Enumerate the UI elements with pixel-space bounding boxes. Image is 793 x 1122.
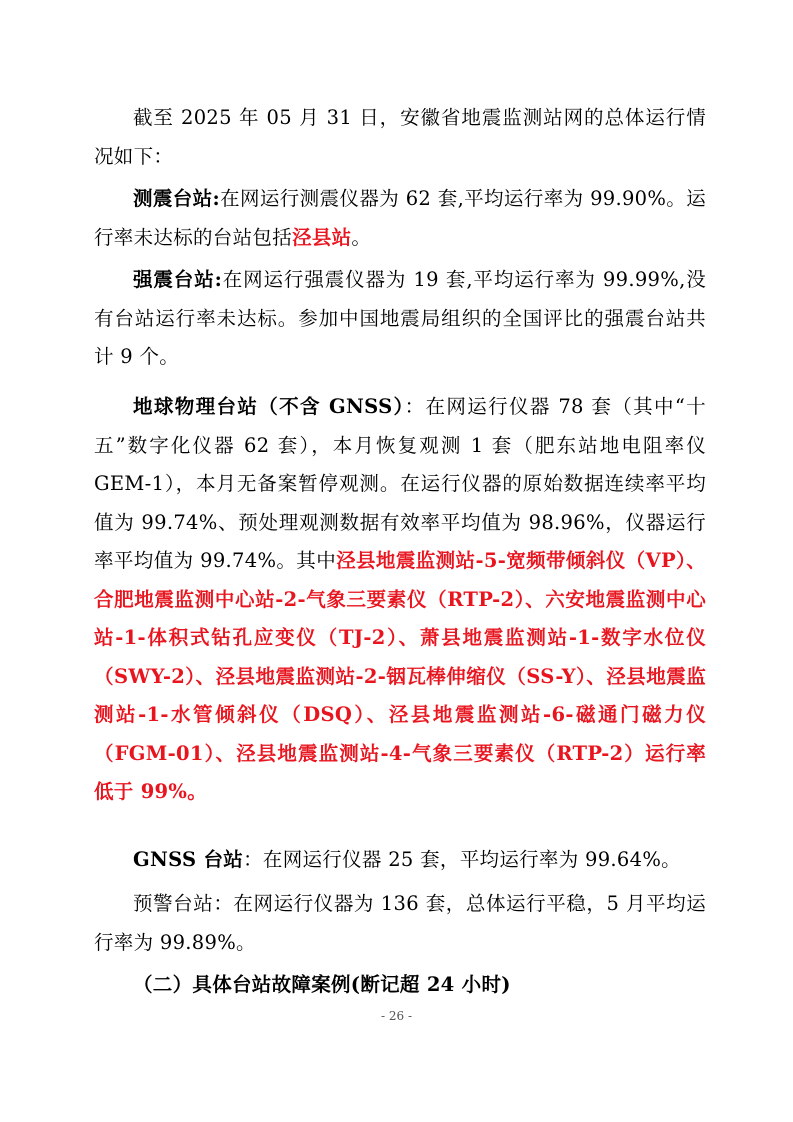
gnss-paragraph xyxy=(94,841,706,880)
strong-motion-paragraph xyxy=(94,261,706,377)
geophysical-text: ：在网运行仪器 78 套（其中“十五”数字化仪器 62 套），本月恢复观测 1 套（肥东站地电阻率仪 GEM-1），本月无备案暂停观测。在运行仪器的原始数据连续率平均值为 99.74%、预处理观测数据有效率平均值为 98.96%，仪器运行率平均值为 99.74%。其中 xyxy=(94,395,706,572)
strong-motion-label: 强震台站: xyxy=(133,268,223,291)
warning-station-paragraph xyxy=(94,885,706,962)
seismic-station-paragraph xyxy=(94,180,706,257)
page-number: - 26 - xyxy=(380,1009,412,1023)
seismic-text: 在网运行测震仪器为 62 套,平均运行率为 99.90%。运行率未达标的台站包括 xyxy=(94,187,706,249)
gnss-text: ：在网运行仪器 25 套，平均运行率为 99.64%。 xyxy=(243,848,681,871)
geophysical-highlight: 泾县地震监测站-5-宽频带倾斜仪（VP）、合肥地震监测中心站-2-气象三要素仪（RTP-2）、六安地震监测中心站-1-体积式钻孔应变仪（TJ-2）、萧县地震监测站-1-数字水位仪（SWY-2）、泾县地震监测站-2-铟瓦棒伸缩仪（SS-Y）、泾县地震监测站-1-水管倾斜仪（DSQ）、泾县地震监测站-6-磁通门磁力仪（FGM-01）、泾县地震监测站-4-气象三要素仪（RTP-2）运行率低于 99%。 xyxy=(94,549,706,803)
geophysical-paragraph xyxy=(94,388,706,812)
intro-paragraph xyxy=(94,99,706,176)
intro-text: 截至 2025 年 05 月 31 日，安徽省地震监测站网的总体运行情况如下： xyxy=(94,106,706,168)
seismic-end: 。 xyxy=(351,225,372,249)
seismic-highlight: 泾县站 xyxy=(292,225,352,249)
warning-text: 预警台站：在网运行仪器为 136 套，总体运行平稳，5 月平均运行率为 99.89%。 xyxy=(94,892,706,954)
section-heading: （二）具体台站故障案例(断记超 24 小时) xyxy=(133,973,511,996)
gnss-label: GNSS 台站 xyxy=(133,848,244,871)
geophysical-label: 地球物理台站（不含 GNSS） xyxy=(133,395,405,418)
strong-motion-text: 在网运行强震仪器为 19 套,平均运行率为 99.99%,没有台站运行率未达标。参加中国地震局组织的全国评比的强震台站共计 9 个。 xyxy=(94,268,706,368)
seismic-label: 测震台站: xyxy=(133,187,221,210)
